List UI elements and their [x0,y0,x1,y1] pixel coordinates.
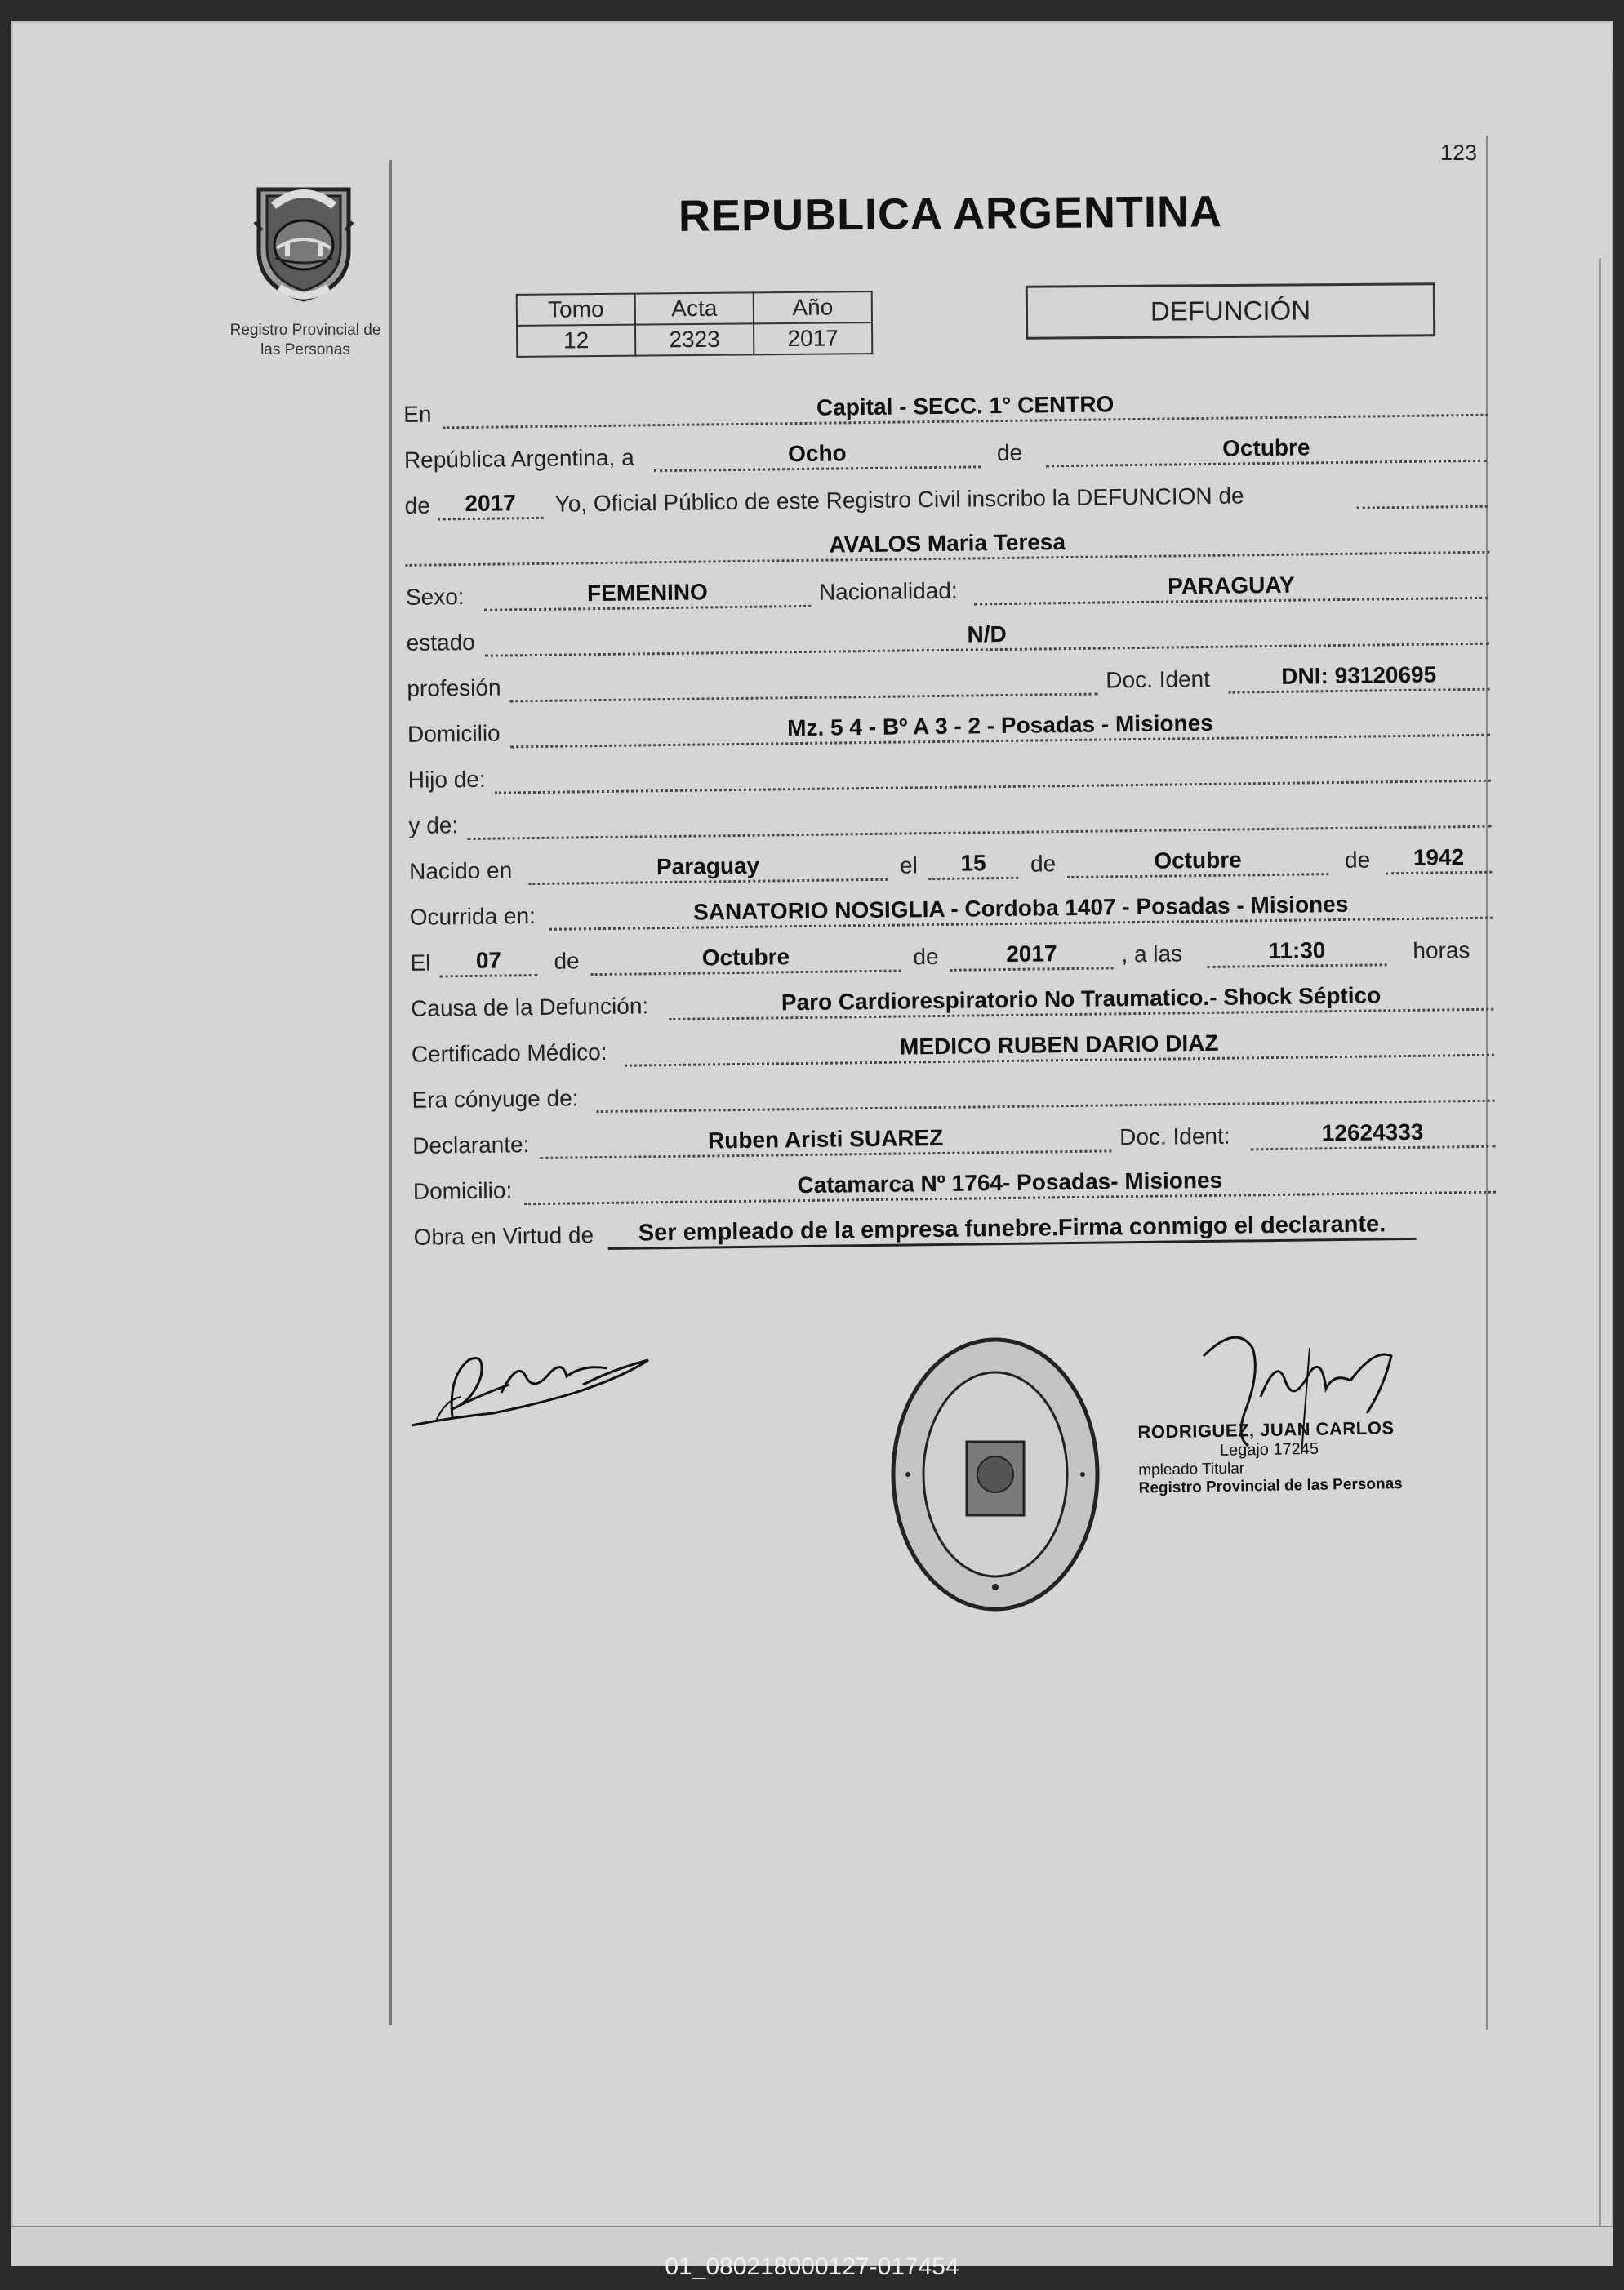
row-domicilio [404,704,1498,754]
field-birth-day: 15 [928,849,1018,880]
field-hijo [495,752,1491,794]
field-ocurrida: SANATORIO NOSIGLIA - Cordoba 1407 - Posadas - Misiones [549,889,1493,931]
label-horas: horas [1413,937,1470,963]
field-month: Octubre [1046,432,1487,468]
field-death-year: 2017 [950,939,1113,971]
row-death-date [407,932,1501,983]
label-el2: El [410,949,431,976]
row-hijo [404,749,1498,800]
row-yde [405,795,1499,846]
registry-name-line1: Registro Provincial de [229,322,381,339]
label-republica: República Argentina, a [403,444,634,473]
official-seal [885,1327,1106,1621]
field-yde [467,798,1491,840]
label-sexo: Sexo: [405,584,465,610]
field-death-time: 11:30 [1207,936,1386,968]
label-causa: Causa de la Defunción: [410,993,649,1021]
page-title: REPUBLICA ARGENTINA [678,187,1223,241]
certificate-page [11,21,1613,2243]
field-year: 2017 [437,489,543,521]
document-type-box: DEFUNCIÓN [1026,282,1435,340]
row-sex-nationality [403,567,1497,617]
record-value-tomo: 12 [517,325,635,357]
field-birth-year: 1942 [1386,843,1492,875]
row-deceased-name [402,521,1496,571]
field-declarante: Ruben Aristi SUAREZ [540,1122,1111,1159]
record-table-value-row [517,322,872,357]
row-date [401,429,1495,480]
label-obra: Obra en Virtud de [413,1222,594,1250]
row-certificado [408,1024,1502,1074]
label-de2: de [404,492,430,518]
record-header-tomo: Tomo [517,294,635,326]
officer-office: Registro Provincial de las Personas [1138,1475,1403,1497]
field-decl-doc: 12624333 [1250,1118,1495,1151]
row-ocurrida [407,887,1501,937]
label-el: el [899,852,919,878]
province-emblem-icon [242,173,365,304]
label-declarante: Declarante: [412,1132,530,1158]
row-year [401,475,1495,526]
label-doc-ident: Doc. Ident [1106,665,1211,693]
field-doc-ident: DNI: 93120695 [1228,660,1489,694]
field-en: Capital - SECC. 1° CENTRO [443,386,1488,429]
row-declarante [409,1115,1503,1166]
label-domicilio: Domicilio [407,720,501,747]
field-causa: Paro Cardiorespiratorio No Traumatico.- Shock Séptico [669,980,1493,1020]
label-de: de [996,439,1023,466]
row-causa [407,978,1502,1029]
field-certificado: MEDICO RUBEN DARIO DIAZ [625,1026,1494,1067]
label-nacionalidad: Nacionalidad: [818,577,958,605]
field-day: Ocho [654,438,981,472]
field-birth-month: Octubre [1067,845,1328,878]
certificate-form [400,384,1505,1295]
label-domicilio2: Domicilio: [412,1177,513,1204]
margin-line-left [389,160,392,2025]
field-domicilio2: Catamarca Nº 1764- Posadas- Misiones [524,1163,1496,1206]
field-domicilio: Mz. 5 4 - Bº A 3 - 2 - Posadas - Misiones [510,706,1490,749]
row-nacido [406,841,1500,892]
label-de4: de [1344,847,1371,873]
sheet-edge-outer [1612,70,1613,2258]
record-value-ano: 2017 [754,322,872,354]
row-obra [410,1207,1504,1257]
label-certificado: Certificado Médico: [411,1038,607,1067]
label-hijo: Hijo de: [407,766,486,793]
label-de6: de [913,943,939,970]
field-sexo: FEMENINO [484,577,811,611]
page-number: 123 [1440,140,1478,165]
record-value-acta: 2323 [635,323,754,355]
field-nacionalidad: PARAGUAY [974,569,1488,606]
row-conyuge [408,1069,1502,1120]
field-conyuge [596,1072,1494,1113]
registry-name [207,321,403,360]
label-profesion: profesión [407,674,501,701]
row-profesion [403,658,1497,709]
label-conyuge: Era cónyuge de: [412,1085,579,1113]
scan-caption: 01_080218000127-017454 [665,2253,959,2280]
label-yde: y de: [408,812,459,838]
field-obra: Ser empleado de la empresa funebre.Firma conmigo el declarante. [607,1210,1416,1250]
declarant-signature [403,1327,665,1450]
label-ocurrida: Ocurrida en: [409,903,536,930]
label-alas: , a las [1121,940,1183,967]
field-death-month: Octubre [590,942,901,976]
record-table [516,291,874,358]
field-profesion [509,665,1097,703]
label-en: En [403,401,432,427]
officer-role: mpleado Titular [1138,1460,1245,1479]
field-nacido: Paraguay [528,851,888,885]
label-nacido: Nacido en [408,857,513,884]
label-de3: de [1030,851,1057,877]
row-domicilio2 [410,1161,1504,1212]
label-estado: estado [406,629,475,656]
record-header-ano: Año [754,291,872,323]
sheet-edge [1599,258,1601,2234]
officer-stamp [1137,1416,1482,1497]
record-table-header-row [517,291,872,326]
field-death-day: 07 [439,946,537,977]
row-estado [403,612,1497,663]
registry-name-line2: las Personas [260,341,350,358]
record-header-acta: Acta [635,292,754,324]
field-estado: N/D [484,615,1488,657]
label-oficial: Yo, Oficial Público de este Registro Civil inscribo la DEFUNCION de [554,482,1244,517]
field-oficial-blank [1356,478,1487,509]
label-decl-doc: Doc. Ident: [1119,1123,1230,1150]
officer-name: RODRIGUEZ, JUAN CARLOS [1137,1417,1395,1443]
label-de5: de [554,948,580,974]
field-deceased-name: AVALOS Maria Teresa [405,523,1489,567]
row-location [400,384,1494,434]
officer-legajo: Legajo 17245 [1219,1439,1319,1460]
